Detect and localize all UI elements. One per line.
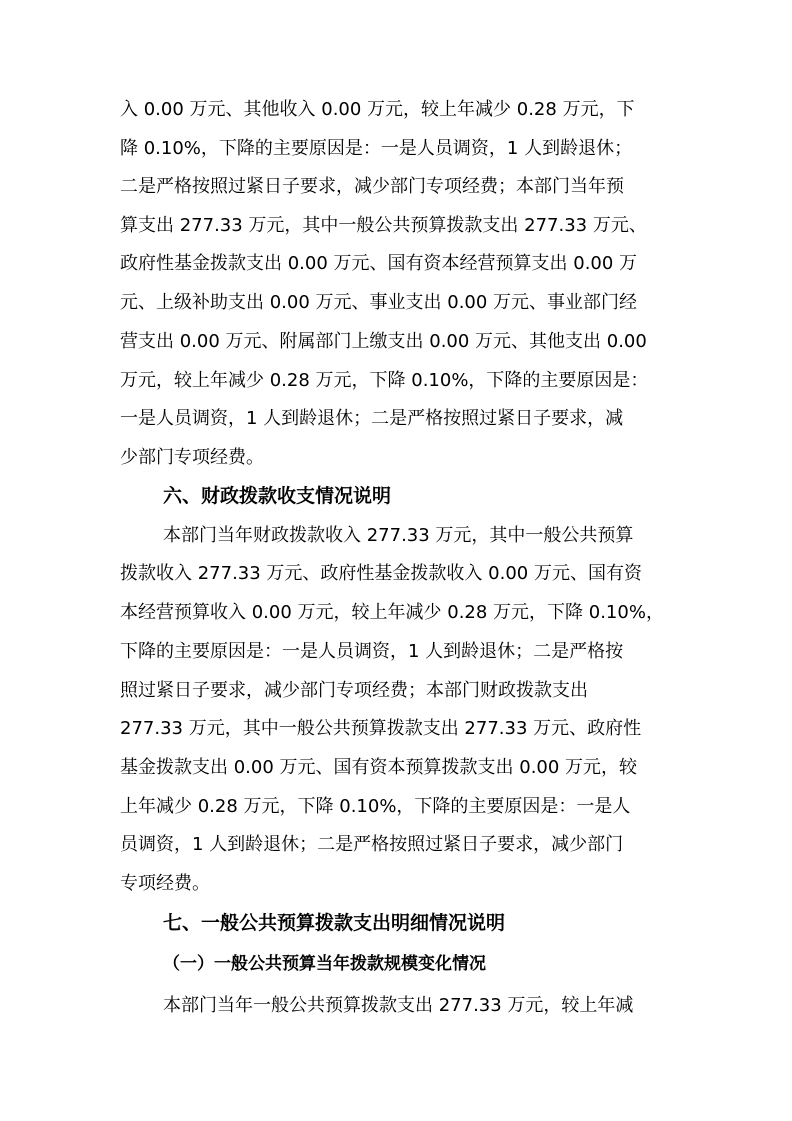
subsection-heading: （一）一般公共预算当年拨款规模变化情况 [163, 954, 486, 974]
text-line: 上年减少 0.28 万元，下降 0.10%，下降的主要原因是：一是人 [120, 796, 631, 817]
text-line: 营支出 0.00 万元、附属部门上缴支出 0.00 万元、其他支出 0.00 [120, 331, 647, 352]
text-line: 元、上级补助支出 0.00 万元、事业支出 0.00 万元、事业部门经 [120, 292, 638, 313]
text-line: 本部门当年财政拨款收入 277.33 万元，其中一般公共预算 [163, 525, 634, 546]
text-line: 入 0.00 万元、其他收入 0.00 万元，较上年减少 0.28 万元，下 [120, 99, 635, 120]
text-line: 基金拨款支出 0.00 万元、国有资本预算拨款支出 0.00 万元，较 [120, 757, 638, 778]
text-line: 专项经费。 [120, 873, 210, 894]
text-line: 照过紧日子要求，减少部门专项经费；本部门财政拨款支出 [120, 680, 588, 701]
text-line: 员调资，1 人到龄退休；二是严格按照过紧日子要求，减少部门 [120, 834, 624, 855]
text-line: 本经营预算收入 0.00 万元，较上年减少 0.28 万元，下降 0.10%， [120, 602, 664, 623]
text-line: 下降的主要原因是：一是人员调资，1 人到龄退休；二是严格按 [120, 641, 624, 662]
text-line: 算支出 277.33 万元，其中一般公共预算拨款支出 277.33 万元、 [120, 215, 647, 236]
text-line: 少部门专项经费。 [120, 447, 264, 468]
text-line: 政府性基金拨款支出 0.00 万元、国有资本经营预算支出 0.00 万 [120, 253, 638, 274]
text-line: 万元，较上年减少 0.28 万元，下降 0.10%，下降的主要原因是： [120, 370, 649, 391]
text-line: 拨款收入 277.33 万元、政府性基金拨款收入 0.00 万元、国有资 [120, 563, 642, 584]
text-line: 一是人员调资，1 人到龄退休；二是严格按照过紧日子要求，减 [120, 408, 624, 429]
section-heading: 七、一般公共预算拨款支出明细情况说明 [163, 912, 506, 934]
section-heading: 六、财政拨款收支情况说明 [163, 485, 392, 507]
text-line: 降 0.10%，下降的主要原因是：一是人员调资，1 人到龄退休； [120, 138, 633, 159]
text-line: 本部门当年一般公共预算拨款支出 277.33 万元，较上年减 [163, 995, 634, 1016]
text-line: 277.33 万元，其中一般公共预算拨款支出 277.33 万元、政府性 [120, 718, 642, 739]
text-line: 二是严格按照过紧日子要求，减少部门专项经费；本部门当年预 [120, 176, 624, 197]
